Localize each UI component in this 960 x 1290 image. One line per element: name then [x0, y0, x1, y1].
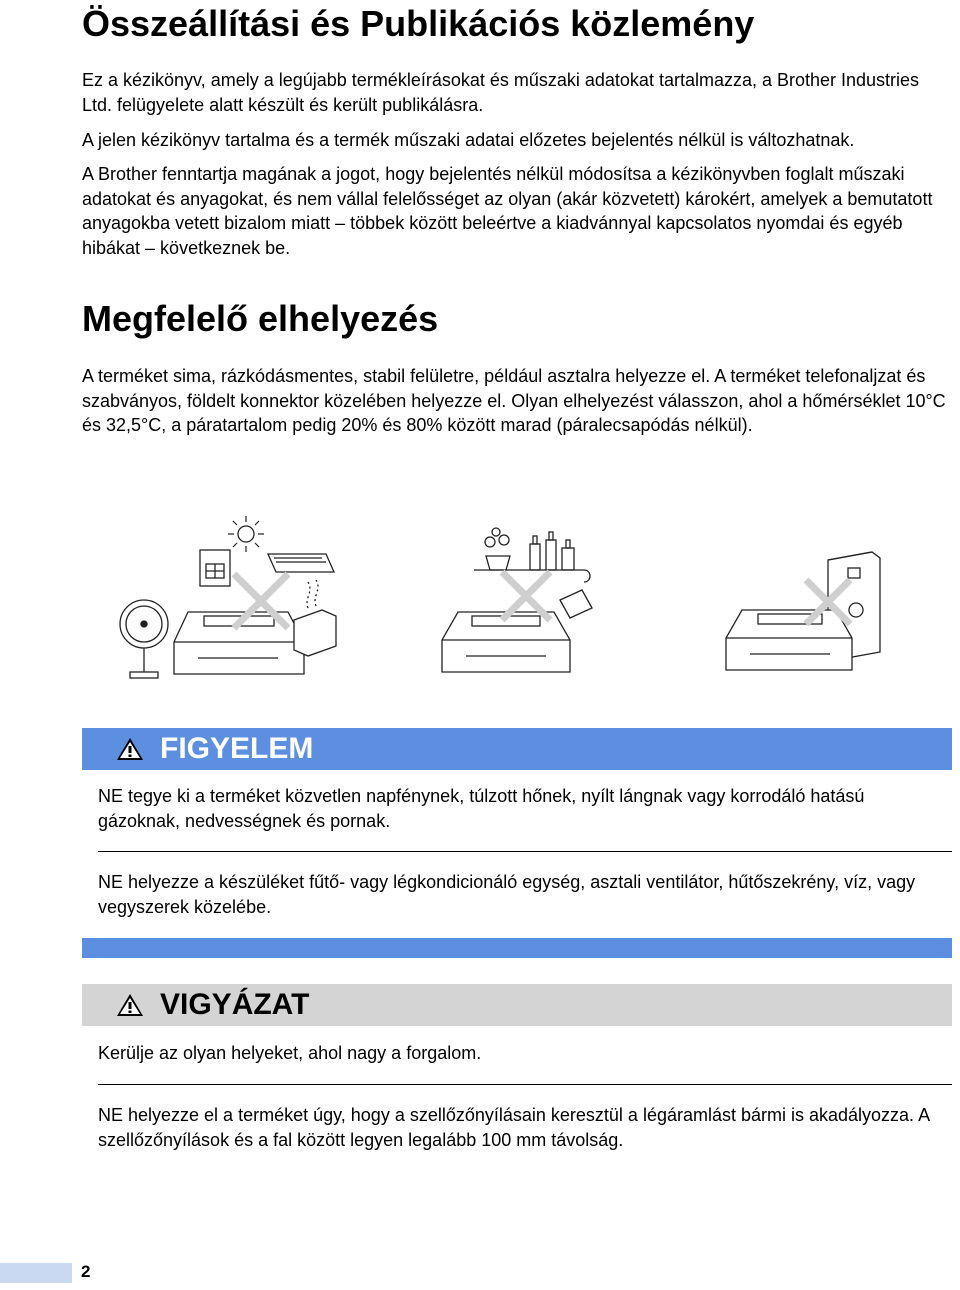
intro-paragraph: A jelen kézikönyv tartalma és a termék műszaki adatai előzetes bejelentés nélkül is változhatnak. [82, 130, 855, 150]
vigyazat-header [82, 984, 952, 1026]
figyelem-header [82, 728, 952, 770]
warning-icon [116, 993, 144, 1017]
page-number: 2 [81, 1262, 91, 1281]
figyelem-item: NE tegye ki a terméket közvetlen napfénynek, túlzott hőnek, nyílt lángnak vagy korrodáló hatású gázoknak, nedvességnek és pornak. [98, 786, 865, 831]
warning-icon [116, 737, 144, 761]
placement-paragraph: A terméket sima, rázkódásmentes, stabil felületre, például asztalra helyezze el. A terméket telefonaljzat és szabványos, földelt konnektor közelében helyezze el. Olyan elhelyezést válasszon, ahol a hőmérséklet 10°C és 32,5°C, a páratartalom pedig 20% és 80% között marad (páralecsapódás nélkül). [82, 366, 946, 435]
vigyazat-item: NE helyezze el a terméket úgy, hogy a szellőzőnyílásain keresztül a légáramlást bármi is akadályozza. A szellőzőnyílások és a fal között legyen legalább 100 mm távolság. [98, 1105, 930, 1150]
intro-paragraph: A Brother fenntartja magának a jogot, hogy bejelentés nélkül módosítsa a kézikönyvben foglalt műszaki adatokat és anyagokat, és nem vállal felelősséget az olyan (akár közvetett) károkért, amelyek a bemutatott anyagokba vetett bizalom miatt – többek között beleértve a kiadvánnyal kapcsolatos nyomdai és egyéb hibákat – következnek be. [82, 164, 933, 258]
printer-near-airconditioner-illustration [724, 548, 894, 688]
vigyazat-item: Kerülje az olyan helyeket, ahol nagy a forgalom. [98, 1043, 482, 1063]
vigyazat-title: VIGYÁZAT [160, 988, 310, 1021]
footer-tab [0, 1263, 72, 1283]
figyelem-item: NE helyezze a készüléket fűtő- vagy légkondicionáló egység, asztali ventilátor, hűtőszekrény, víz, vagy vegyszerek közelébe. [98, 872, 916, 917]
figyelem-footer-bar [82, 938, 952, 958]
intro-paragraph: Ez a kézikönyv, amely a legújabb termékleírásokat és műszaki adatokat tartalmazza, a Brother Industries Ltd. felügyelete alatt készült és került publikálásra. [82, 70, 920, 115]
printer-near-water-chemicals-illustration [432, 526, 602, 686]
page-title: Összeállítási és Publikációs közlemény [82, 3, 755, 44]
section-title: Megfelelő elhelyezés [82, 298, 439, 339]
printer-near-heat-illustration [108, 512, 358, 688]
divider [98, 1084, 952, 1085]
figyelem-title: FIGYELEM [160, 732, 314, 765]
divider [98, 851, 952, 852]
